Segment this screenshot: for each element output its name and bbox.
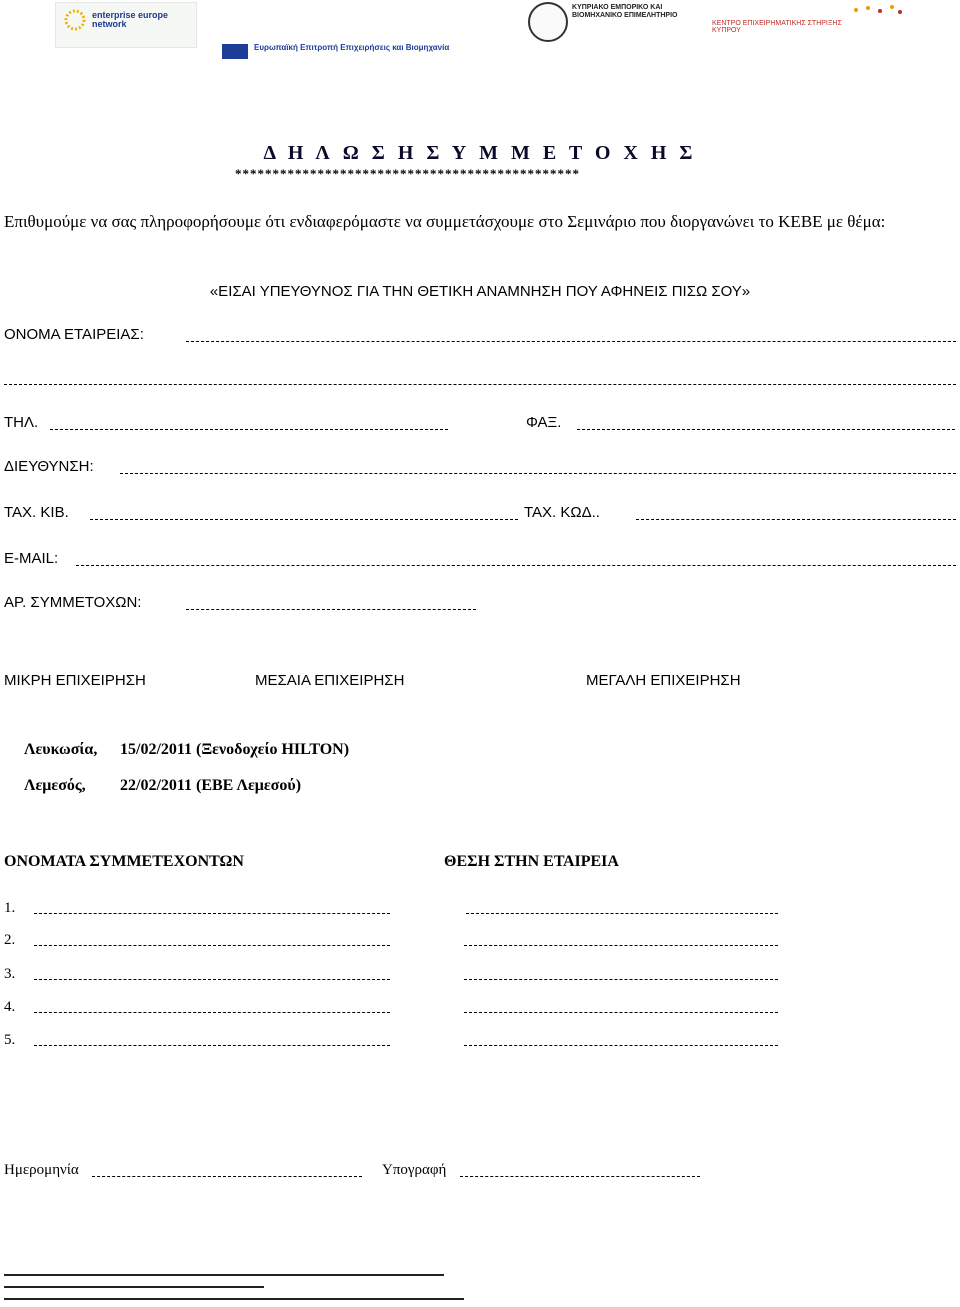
participant-number: 2. [4,932,16,948]
participants-count-label: ΑΡ. ΣΥΜΜΕΤΟΧΩΝ: [4,594,142,611]
phone-field[interactable] [50,429,448,430]
een-logo-text: enterprise europe network [92,10,169,29]
small-business-label: ΜΙΚΡΗ ΕΠΙΧΕΙΡΗΣΗ [4,672,146,689]
fax-label: ΦΑΞ. [526,414,562,431]
kebe-logo [528,0,688,40]
title-underline-stars: ********************************************** [235,166,580,181]
large-business-label: ΜΕΓΑΛΗ ΕΠΙΧΕΙΡΗΣΗ [586,672,741,689]
company-name-label: ΟΝΟΜΑ ΕΤΑΙΡΕΙΑΣ: [4,326,144,343]
participant-name-field[interactable] [34,913,390,914]
participant-number: 5. [4,1032,16,1048]
footer-text-line [4,1298,464,1300]
position-header: ΘΕΣΗ ΣΤΗΝ ΕΤΑΙΡΕΙΑ [444,853,619,870]
participant-position-field[interactable] [466,913,778,914]
postal-code-field[interactable] [636,519,956,520]
po-box-label: ΤΑΧ. ΚΙΒ. [4,504,69,521]
date-field[interactable] [92,1176,362,1177]
kepa-logo-text: ΚΕΝΤΡΟ ΕΠΙΧΕΙΡΗΜΑΤΙΚΗΣ ΣΤΗΡΙΞΗΣ ΚΥΠΡΟΥ [712,20,842,34]
date-label: Ημερομηνία [4,1162,79,1178]
signature-field[interactable] [460,1176,700,1177]
kebe-seal-icon [528,2,568,42]
email-field[interactable] [76,565,956,566]
medium-business-label: ΜΕΣΑΙΑ ΕΠΙΧΕΙΡΗΣΗ [255,672,405,689]
limassol-city: Λεμεσός, [24,777,86,794]
kebe-logo-text: ΚΥΠΡΙΑΚΟ ΕΜΠΟΡΙΚΟ ΚΑΙ ΒΙΟΜΗΧΑΝΙΚΟ ΕΠΙΜΕΛΗΤΗΡΙΟ [572,4,678,19]
star-ring-icon [64,9,86,31]
eu-flag-icon [222,44,248,59]
participant-position-field[interactable] [464,979,778,980]
stars-icon [846,2,906,18]
participant-position-field[interactable] [464,945,778,946]
postal-code-label: ΤΑΧ. ΚΩΔ.. [524,504,600,521]
po-box-field[interactable] [90,519,518,520]
intro-paragraph: Επιθυμούμε να σας πληροφορήσουμε ότι ενδιαφερόμαστε να συμμετάσχουμε στο Σεμινάριο που διοργανώνει το ΚΕΒΕ με θέμα: [4,212,886,231]
european-commission-logo [222,44,472,60]
participant-number: 3. [4,966,16,982]
signature-label: Υπογραφή [382,1162,447,1178]
address-field[interactable] [120,473,956,474]
company-name-field-continued[interactable] [4,384,956,385]
seminar-topic: «ΕΙΣΑΙ ΥΠΕΥΘΥΝΟΣ ΓΙΑ ΤΗΝ ΘΕΤΙΚΗ ΑΝΑΜΝΗΣΗ ΠΟΥ ΑΦΗΝΕΙΣ ΠΙΣΩ ΣΟΥ» [209,283,751,300]
participant-name-field[interactable] [34,1045,390,1046]
participants-names-header: ΟΝΟΜΑΤΑ ΣΥΜΜΕΤΕΧΟΝΤΩΝ [4,853,244,870]
participant-position-field[interactable] [464,1045,778,1046]
participant-name-field[interactable] [34,945,390,946]
limassol-session-details: 22/02/2011 (ΕΒΕ Λεμεσού) [120,777,302,794]
footer-contact-block [4,1270,454,1304]
participant-position-field[interactable] [464,1012,778,1013]
participant-number: 1. [4,900,16,916]
kepa-logo [706,0,906,40]
fax-field[interactable] [577,429,955,430]
form-title: Δ Η Λ Ω Σ Η Σ Υ Μ Μ Ε Τ Ο Χ Η Σ [263,142,697,164]
nicosia-city: Λευκωσία, [24,741,98,758]
participant-number: 4. [4,999,16,1015]
address-label: ΔΙΕΥΘΥΝΣΗ: [4,458,94,475]
phone-label: ΤΗΛ. [4,414,39,431]
participant-name-field[interactable] [34,1012,390,1013]
enterprise-europe-network-logo [55,2,197,48]
footer-text-line [4,1286,264,1288]
footer-text-line [4,1274,444,1276]
eu-logo-text: Ευρωπαϊκή Επιτροπή Επιχειρήσεις και Βιομηχανία [254,43,450,52]
participants-count-field[interactable] [186,609,476,610]
participant-name-field[interactable] [34,979,390,980]
email-label: E-MAIL: [4,550,59,567]
company-name-field[interactable] [186,341,956,342]
nicosia-session-details: 15/02/2011 (Ξενοδοχείο HILTON) [120,741,350,758]
